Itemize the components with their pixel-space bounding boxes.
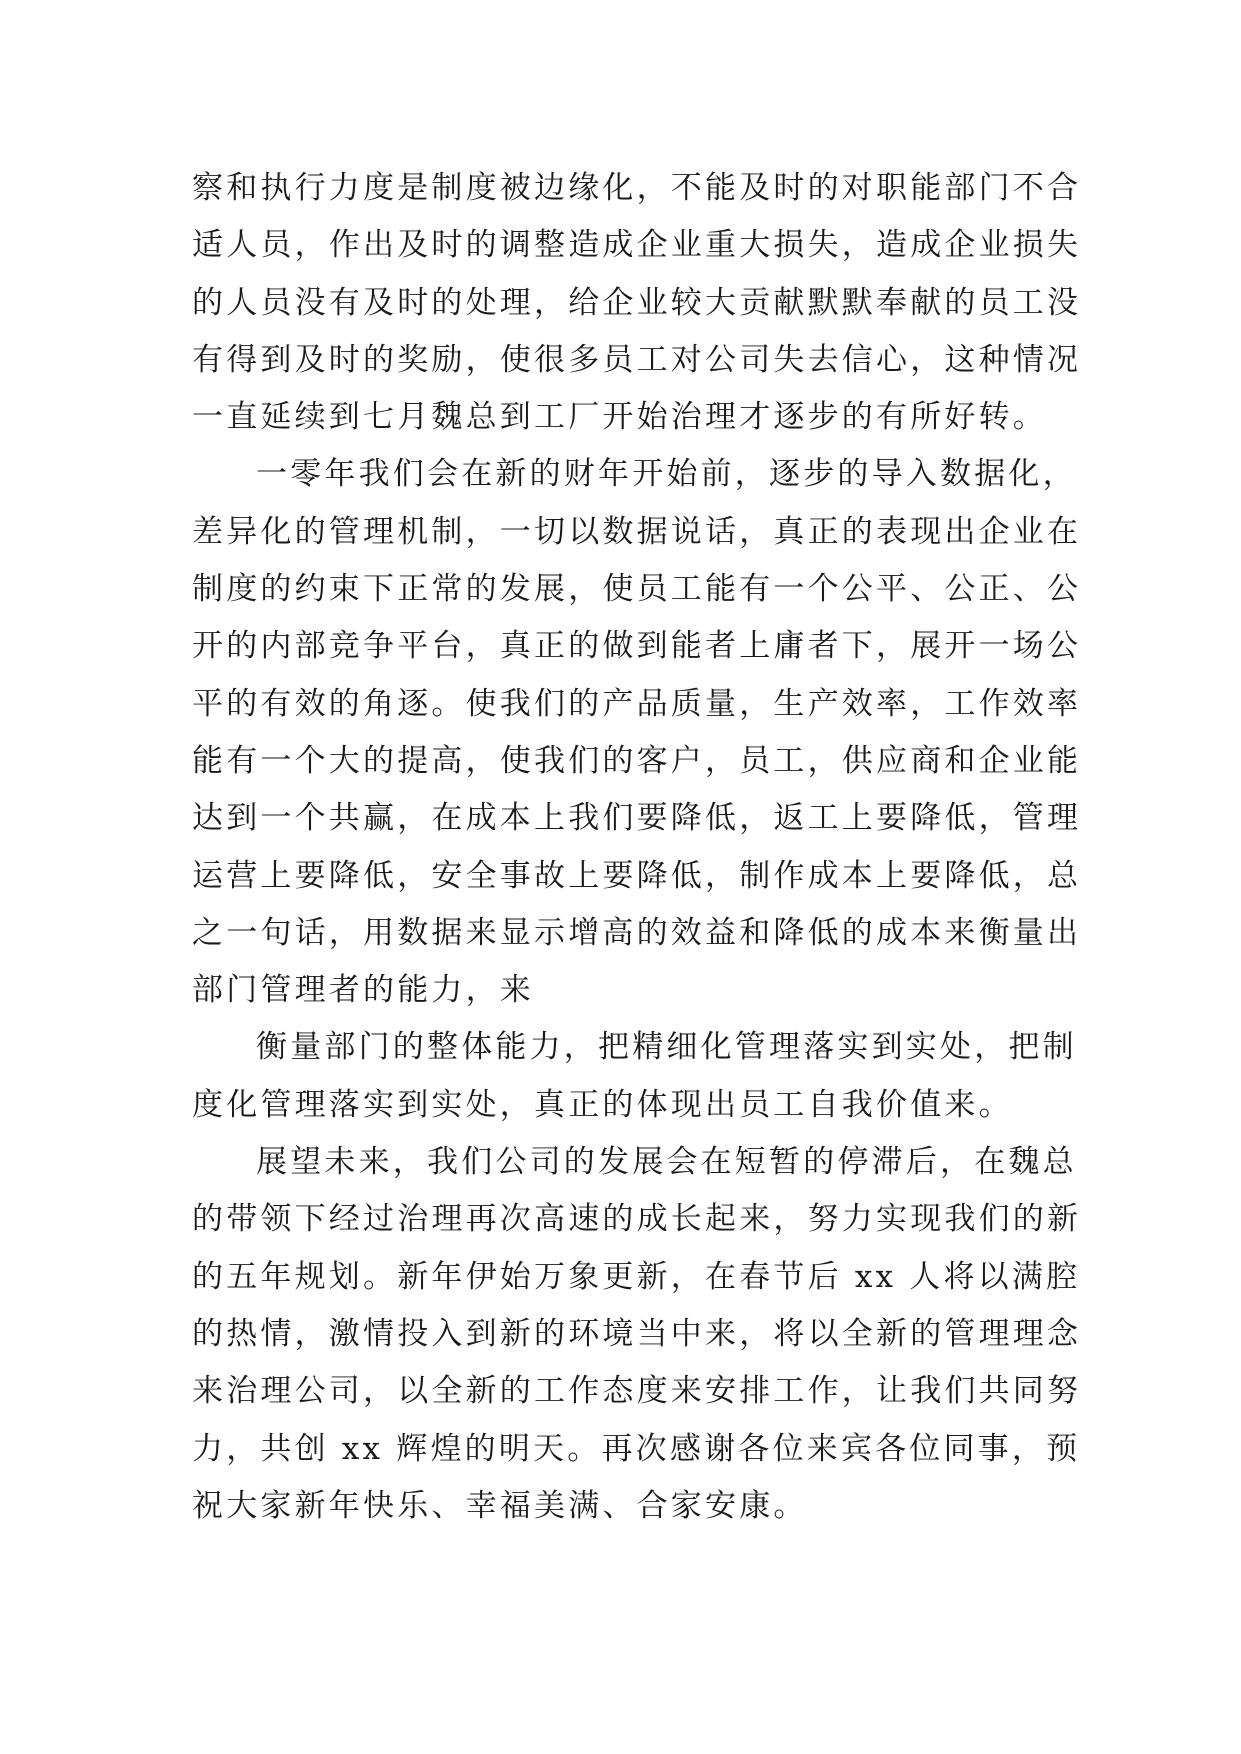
text-line: 的热情，激情投入到新的环境当中来，将以全新的管理理念	[192, 1315, 1082, 1352]
text-line: 的五年规划。新年伊始万象更新，在春节后 xx 人将以满腔	[192, 1258, 1081, 1295]
text-line: 之一句话，用数据来显示增高的效益和降低的成本来衡量出	[192, 914, 1082, 951]
text-line: 的人员没有及时的处理，给企业较大贡献默默奉献的员工没	[192, 284, 1082, 321]
text-line: 达到一个共赢，在成本上我们要降低，返工上要降低，管理	[192, 800, 1082, 837]
document-body	[192, 160, 1082, 1535]
text-line: 一直延续到七月魏总到工厂开始治理才逐步的有所好转。	[192, 399, 1047, 436]
text-line: 祝大家新年快乐、幸福美满、合家安康。	[192, 1487, 808, 1524]
text-line: 运营上要降低，安全事故上要降低，制作成本上要降低，总	[192, 857, 1082, 894]
text-line: 开的内部竞争平台，真正的做到能者上庸者下，展开一场公	[192, 628, 1082, 665]
text-line: 部门管理者的能力，来	[192, 972, 534, 1009]
text-line: 平的有效的角逐。使我们的产品质量，生产效率，工作效率	[192, 685, 1082, 722]
text-line: 来治理公司，以全新的工作态度来安排工作，让我们共同努	[192, 1373, 1082, 1410]
text-line: 力，共创 xx 辉煌的明天。再次感谢各位来宾各位同事，预	[192, 1430, 1081, 1467]
text-line: 能有一个大的提高，使我们的客户，员工，供应商和企业能	[192, 742, 1082, 779]
text-line: 有得到及时的奖励，使很多员工对公司失去信心，这种情况	[192, 341, 1082, 378]
text-line: 察和执行力度是制度被边缘化，不能及时的对职能部门不合	[192, 170, 1082, 206]
paragraph-start-line: 展望未来，我们公司的发展会在短暂的停滞后，在魏总	[256, 1144, 1077, 1181]
text-line: 度化管理落实到实处，真正的体现出员工自我价值来。	[192, 1086, 1013, 1123]
text-line: 的带领下经过治理再次高速的成长起来，努力实现我们的新	[192, 1201, 1082, 1238]
paragraph-start-line: 衡量部门的整体能力，把精细化管理落实到实处，把制	[256, 1029, 1077, 1066]
text-line: 差异化的管理机制，一切以数据说话，真正的表现出企业在	[192, 513, 1082, 550]
text-line: 适人员，作出及时的调整造成企业重大损失，造成企业损失	[192, 227, 1082, 264]
paragraph-start-line: 一零年我们会在新的财年开始前，逐步的导入数据化，	[256, 456, 1077, 493]
text-line: 制度的约束下正常的发展，使员工能有一个公平、公正、公	[192, 571, 1082, 608]
